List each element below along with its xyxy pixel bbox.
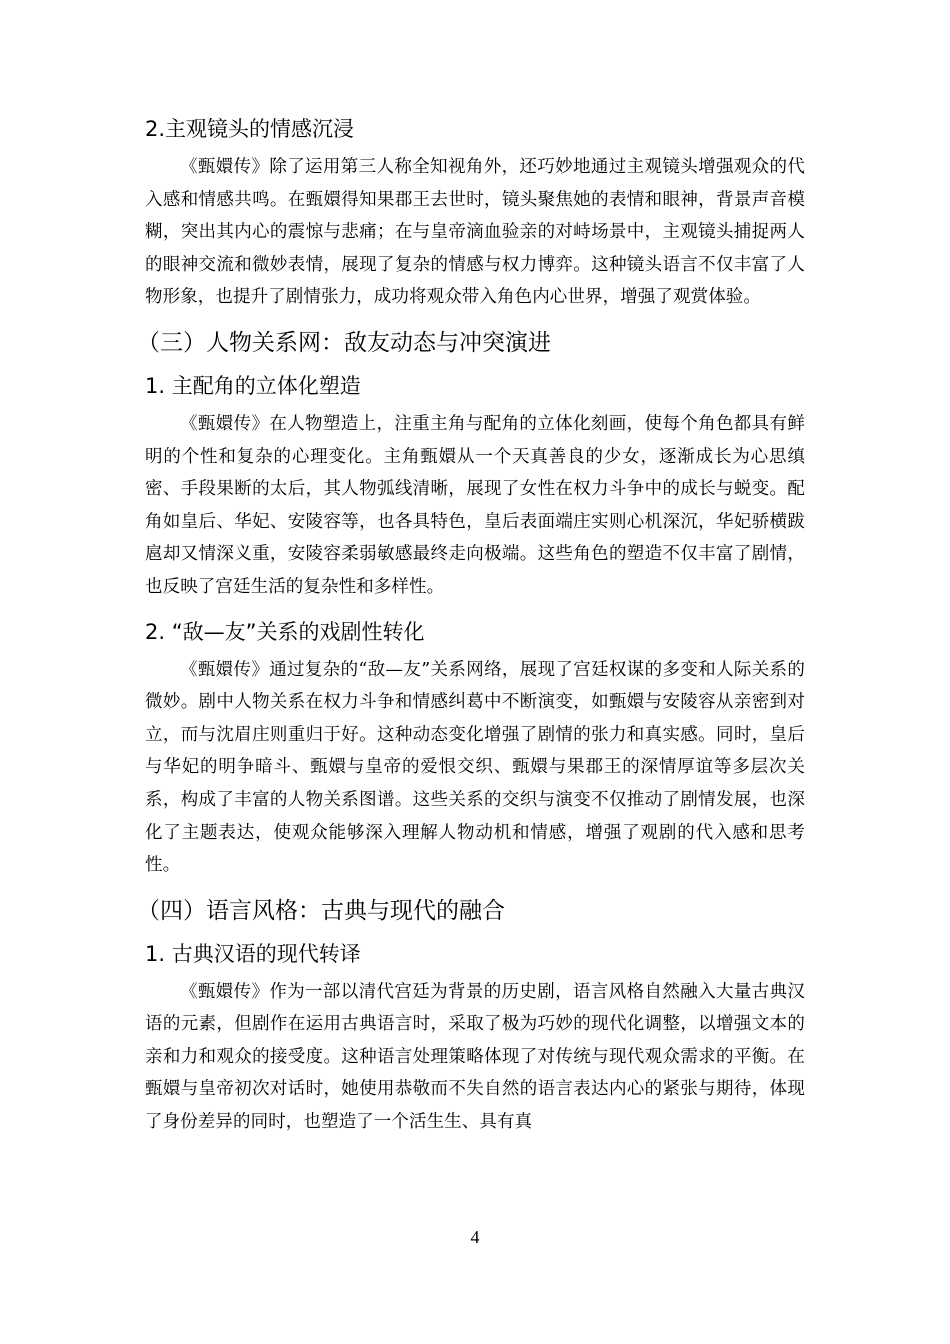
page-content	[137, 113, 805, 1151]
section-heading-subjective-lens: 2.主观镜头的情感沉浸	[145, 117, 355, 141]
page-number: 4	[470, 1227, 480, 1247]
section-heading-classical-chinese: 1. 古典汉语的现代转译	[145, 941, 361, 966]
paragraph-subjective-lens: 《甄嬛传》除了运用第三人称全知视角外，还巧妙地通过主观镜头增强观众的代入感和情感共鸣。在甄嬛得知果郡王去世时，镜头聚焦她的表情和眼神，背景声音模糊，突出其内心的震惊与悲痛；在与皇帝滴血验亲的对峙场景中，主观镜头捕捉两人的眼神交流和微妙表情，展现了复杂的情感与权力博弈。这种镜头语言不仅丰富了人物形象，也提升了剧情张力，成功将观众带入角色内心世界，增强了观赏体验。	[145, 157, 805, 308]
section-heading-character-shaping: 1. 主配角的立体化塑造	[145, 373, 361, 398]
section-heading-enemy-friend: 2. “敌—友”关系的戏剧性转化	[145, 619, 425, 644]
chapter-heading-character-network: （三）人物关系网：敌友动态与冲突演进	[137, 329, 551, 356]
paragraph-classical-chinese: 《甄嬛传》作为一部以清代宫廷为背景的历史剧，语言风格自然融入大量古典汉语的元素，但剧作在运用古典语言时，采取了极为巧妙的现代化调整，以增强文本的亲和力和观众的接受度。这种语言处理策略体现了对传统与现代观众需求的平衡。在甄嬛与皇帝初次对话时，她使用恭敬而不失自然的语言表达内心的紧张与期待，体现了身份差异的同时，也塑造了一个活生生、具有真	[145, 981, 805, 1133]
chapter-heading-language-style: （四）语言风格：古典与现代的融合	[137, 897, 505, 924]
paragraph-character-shaping: 《甄嬛传》在人物塑造上，注重主角与配角的立体化刻画，使每个角色都具有鲜明的个性和复杂的心理变化。主角甄嬛从一个天真善良的少女，逐渐成长为心思缜密、手段果断的太后，其人物弧线清晰，展现了女性在权力斗争中的成长与蜕变。配角如皇后、华妃、安陵容等，也各具特色，皇后表面端庄实则心机深沉，华妃骄横跋扈却又情深义重，安陵容柔弱敏感最终走向极端。这些角色的塑造不仅丰富了剧情，也反映了宫廷生活的复杂性和多样性。	[145, 413, 805, 597]
paragraph-enemy-friend: 《甄嬛传》通过复杂的“敌—友”关系网络，展现了宫廷权谋的多变和人际关系的微妙。剧中人物关系在权力斗争和情感纠葛中不断演变，如甄嬛与安陵容从亲密到对立，而与沈眉庄则重归于好。这种动态变化增强了剧情的张力和真实感。同时，皇后与华妃的明争暗斗、甄嬛与皇帝的爱恨交织、甄嬛与果郡王的深情厚谊等多层次关系，构成了丰富的人物关系图谱。这些关系的交织与演变不仅推动了剧情发展，也深化了主题表达，使观众能够深入理解人物动机和情感，增强了观剧的代入感和思考性。	[145, 659, 805, 876]
